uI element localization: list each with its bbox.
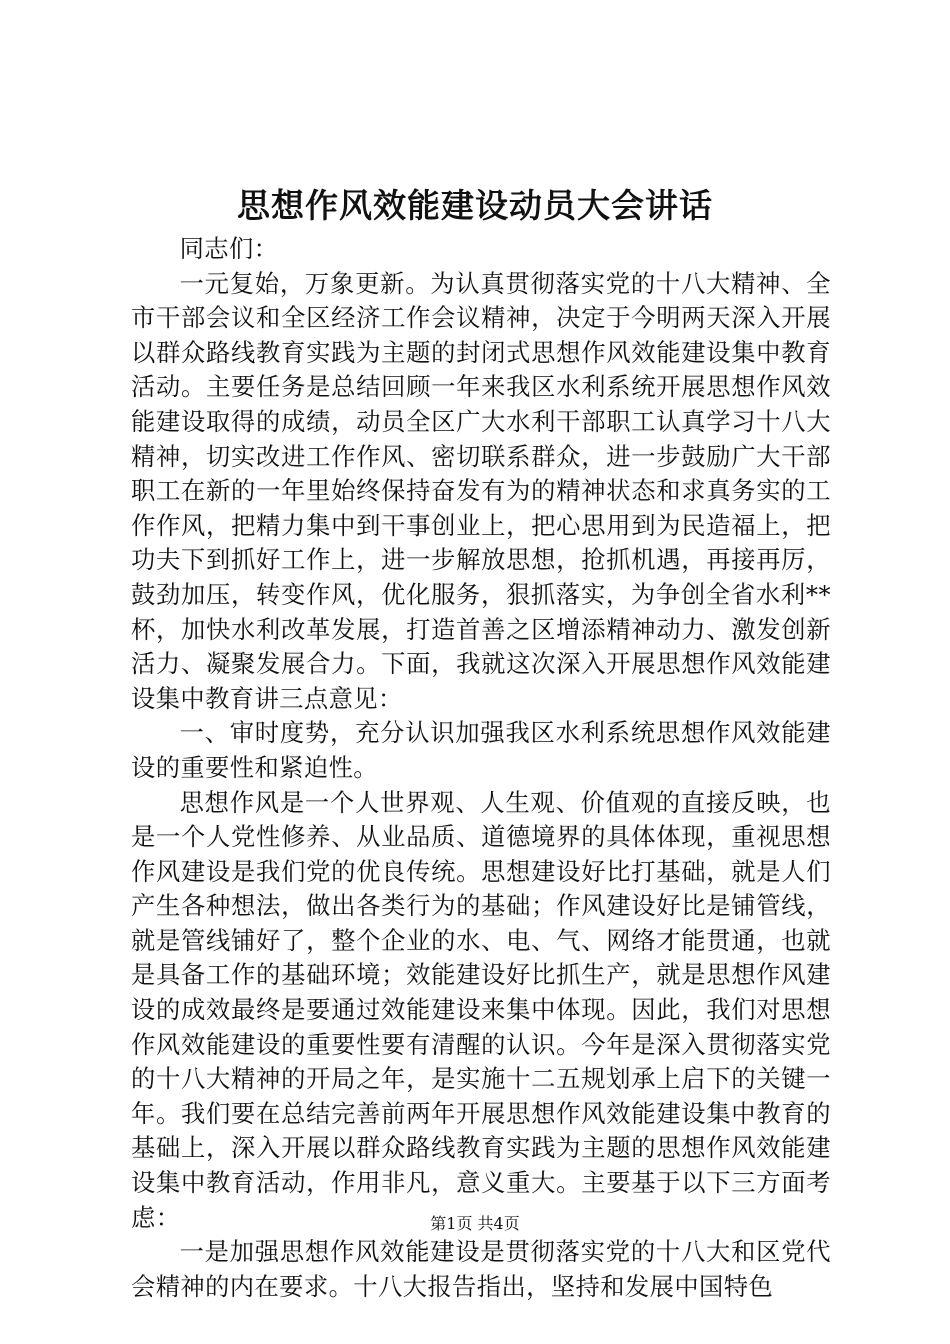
document-body [131,232,831,1304]
section-heading-1: 一、审时度势，充分认识加强我区水利系统思想作风效能建设的重要性和紧迫性。 [131,718,831,782]
greeting-paragraph: 同志们： [179,234,279,263]
page-number-footer: 第1页 共4页 [430,1214,520,1233]
body-paragraph: 一是加强思想作风效能建设是贯彻落实党的十八大和区党代会精神的内在要求。十八大报告指出，坚持和发展中国特色 [131,1237,831,1301]
document-title: 思想作风效能建设动员大会讲话 [237,186,713,225]
intro-paragraph: 一元复始，万象更新。为认真贯彻落实党的十八大精神、全市干部会议和全区经济工作会议精神，决定于今明两天深入开展以群众路线教育实践为主题的封闭式思想作风效能建设集中教育活动。主要任务是总结回顾一年来我区水利系统开展思想作风效能建设取得的成绩，动员全区广大水利干部职工认真学习十八大精神，切实改进工作作风、密切联系群众，进一步鼓励广大干部职工在新的一年里始终保持奋发有为的精神状态和求真务实的工作作风，把精力集中到干事创业上，把心思用到为民造福上，把功夫下到抓好工作上，进一步解放思想，抢抓机遇，再接再厉，鼓劲加压，转变作风，优化服务，狠抓落实，为争创全省水利**杯，加快水利改革发展，打造首善之区增添精神动力、激发创新活力、凝聚发展合力。下面，我就这次深入开展思想作风效能建设集中教育讲三点意见： [131,268,831,713]
body-paragraph: 思想作风是一个人世界观、人生观、价值观的直接反映，也是一个人党性修养、从业品质、道德境界的具体体现，重视思想作风建设是我们党的优良传统。思想建设好比打基础，就是人们产生各种想法，做出各类行为的基础；作风建设好比是铺管线，就是管线铺好了，整个企业的水、电、气、网络才能贯通，也就是具备工作的基础环境；效能建设好比抓生产，就是思想作风建设的成效最终是要通过效能建设来集中体现。因此，我们对思想作风效能建设的重要性要有清醒的认识。今年是深入贯彻落实党的十八大精神的开局之年，是实施十二五规划承上启下的关键一年。我们要在总结完善前两年开展思想作风效能建设集中教育的基础上，深入开展以群众路线教育实践为主题的思想作风效能建设集中教育活动，作用非凡，意义重大。主要基于以下三方面考虑： [131,787,831,1232]
